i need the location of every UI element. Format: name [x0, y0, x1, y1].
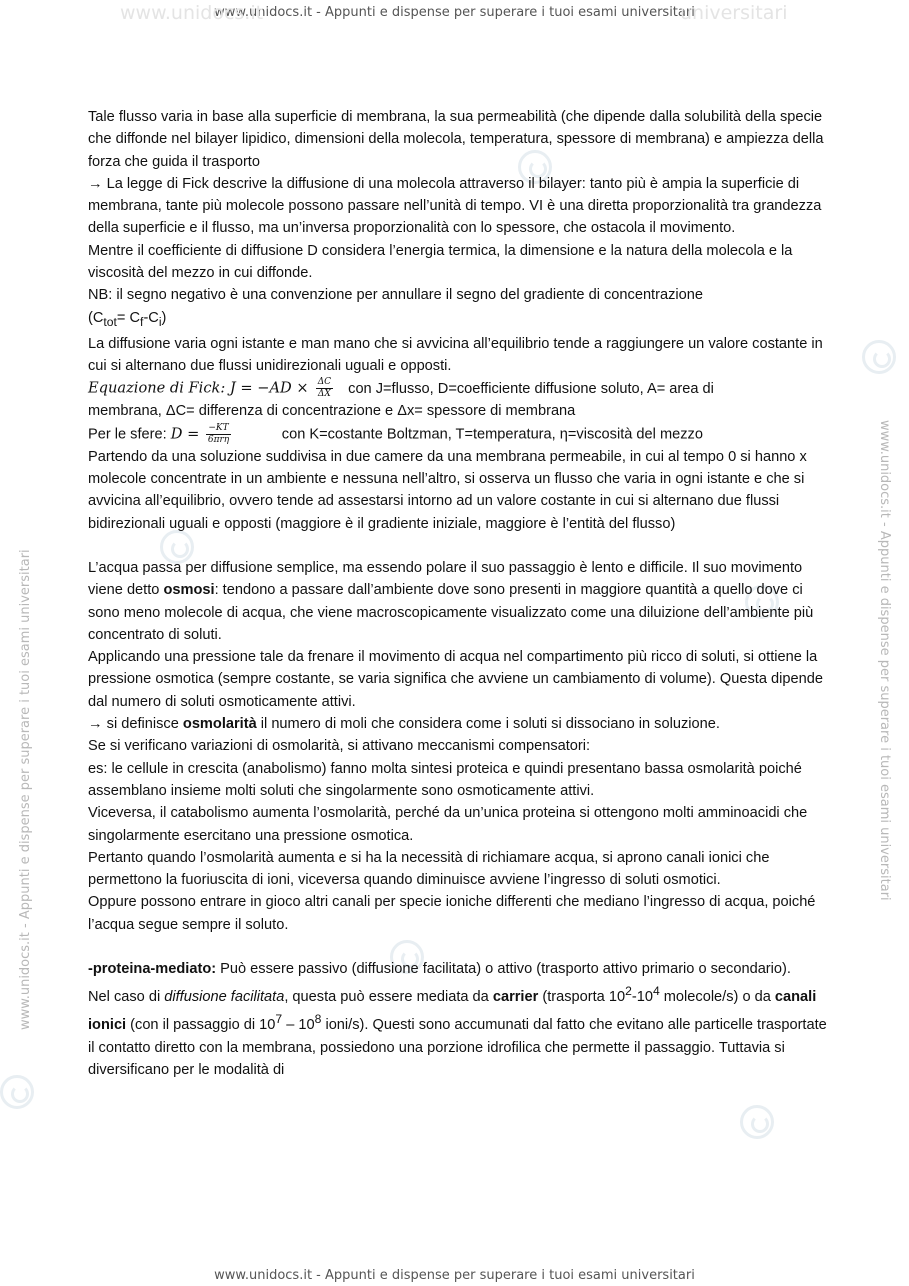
paragraph: Pertanto quando l’osmolarità aumenta e si ha la necessità di richiamare acqua, si aprono canali ionici che permettono la fuoriuscita di ioni, viceversa quando diminuisce avviene l’ingresso di soluti osmotici.	[88, 849, 770, 889]
paragraph: Viceversa, il catabolismo aumenta l’osmolarità, perché da un’unica proteina si ottengono molti amminoacidi che singolarmente esercitano una pressione osmotica.	[88, 805, 808, 844]
paragraph: membrana, ΔC= differenza di concentrazione e Δx= spessore di membrana	[88, 403, 576, 420]
side-watermark-left: www.unidocs.it - Appunti e dispense per superare i tuoi esami universitari	[18, 549, 33, 1030]
ghost-watermark-left: www.unidocs.it	[120, 2, 264, 24]
sphere-fraction: $\frac{-KT}{\text{6πrη}}$	[207, 422, 230, 445]
paragraph: NB: il segno negativo è una convenzione per annullare il segno del gradiente di concentrazione	[88, 287, 703, 304]
paragraph: Tale flusso varia in base alla superficie di membrana, la sua permeabilità (che dipende dalla solubilità della specie che diffonde nel bilayer lipidico, dimensioni della molecola, temperatura, spessore di membrana) e ampiezza della forza che guida il trasporto	[88, 109, 824, 170]
paragraph: Mentre il coefficiente di diffusione D considera l’energia termica, la dimensione e la natura della molecola e la viscosità del mezzo in cui diffonde.	[88, 242, 793, 282]
document-body	[88, 106, 828, 1081]
ghost-watermark-right: universitari	[680, 2, 788, 24]
paragraph: Nel caso di diffusione facilitata, questa può essere mediata da carrier (trasporta $10^2-10^4$ molecole/s) o da canali ionici (con il passaggio di $10^7 - 10^8$ ioni/s). Questi sono accumunati dal fatto che evitano alle particelle trasportate il contatto diretto con la membrana, possiedono una porzione idrofilica che permette il passaggio. Tuttavia si diversificano per le modalità di	[88, 984, 827, 1078]
header-watermark-banner: www.unidocs.it - Appunti e dispense per superare i tuoi esami universitari	[214, 5, 695, 20]
fick-fraction: $\frac{\Delta C}{\Delta X}$	[317, 377, 332, 400]
paragraph: L’acqua passa per diffusione semplice, ma essendo polare il suo passaggio è lento e difficile. Il suo movimento viene detto osmosi: tendono a passare dall’ambiente dove sono presenti in maggiore quantità a quello dove ci sono meno molecole di acqua, che viene macroscopicamente visualizzato come una diluizione dell’ambiente più concentrato di soluti.	[88, 559, 814, 643]
fick-formula: Equazione di Fick: J = −AD ×	[88, 379, 309, 397]
paragraph: → La legge di Fick descrive la diffusione di una molecola attraverso il bilayer: tanto più è ampia la superficie di membrana, tante più molecole possono passare nell’unità di tempo. VI è una diretta proporzionalità tra grandezza della superficie e il flusso, ma un’inversa proporzionalità con lo spessore, che ostacola il movimento.	[88, 175, 822, 237]
paragraph: Oppure possono entrare in gioco altri canali per specie ioniche differenti che mediano l’ingresso di acqua, poiché l’acqua segue sempre il soluto.	[88, 894, 816, 933]
paragraph: Se si verificano variazioni di osmolarità, si attivano meccanismi compensatori:	[88, 738, 591, 755]
side-watermark-right: www.unidocs.it - Appunti e dispense per superare i tuoi esami universitari	[877, 420, 892, 901]
paragraph: Applicando una pressione tale da frenare il movimento di acqua nel compartimento più ricco di soluti, si ottiene la pressione osmotica (sempre costante, se varia significa che avviene un cambiamento di volume). Questa dipende dal numero di soluti osmoticamente attivi.	[88, 649, 823, 710]
footer-watermark-banner: www.unidocs.it - Appunti e dispense per superare i tuoi esami universitari	[214, 1268, 695, 1283]
paragraph: La diffusione varia ogni istante e man mano che si avvicina all’equilibrio tende a raggiungere un valore costante in cui si alternano due flussi unidirezionali uguali e opposti.	[88, 335, 823, 375]
paragraph: -proteina-mediato: Può essere passivo (diffusione facilitata) o attivo (trasporto attivo primario o secondario).	[88, 961, 791, 977]
fick-equation: Equazione di Fick: J = −AD × $\frac{\Delta C}{\Delta X}$ con J=flusso, D=coefficiente diffusione soluto, A= area di	[88, 377, 714, 400]
sphere-equation: Per le sfere: D = $\frac{-KT}{\text{6πrη}}$ con K=costante Boltzman, T=temperatura, η=viscosità del mezzo	[88, 422, 703, 445]
logo-watermark-icon	[862, 340, 896, 374]
concentration-formula: $(C_{tot}= C_f-C_i)$	[88, 309, 167, 329]
logo-watermark-icon	[0, 1075, 34, 1109]
paragraph: Partendo da una soluzione suddivisa in due camere da una membrana permeabile, in cui al tempo 0 si hanno x molecole concentrate in un ambiente e nessuna nell’altro, si osserva un flusso che varia in ogni istante e che si avvicina all’equilibrio, ovvero tende ad assestarsi intorno ad un valore costante in cui si alternano due flussi bidirezionali uguali e opposti (maggiore è il gradiente iniziale, maggiore è l’entità del flusso)	[88, 448, 807, 532]
paragraph: es: le cellule in crescita (anabolismo) fanno molta sintesi proteica e quindi presentano bassa osmolarità poiché assemblano insieme molti soluti che singolarmente sono osmoticamente attivi.	[88, 760, 802, 799]
logo-watermark-icon	[740, 1105, 774, 1139]
paragraph: → si definisce osmolarità il numero di moli che considera come i soluti si dissociano in soluzione.	[88, 716, 720, 733]
